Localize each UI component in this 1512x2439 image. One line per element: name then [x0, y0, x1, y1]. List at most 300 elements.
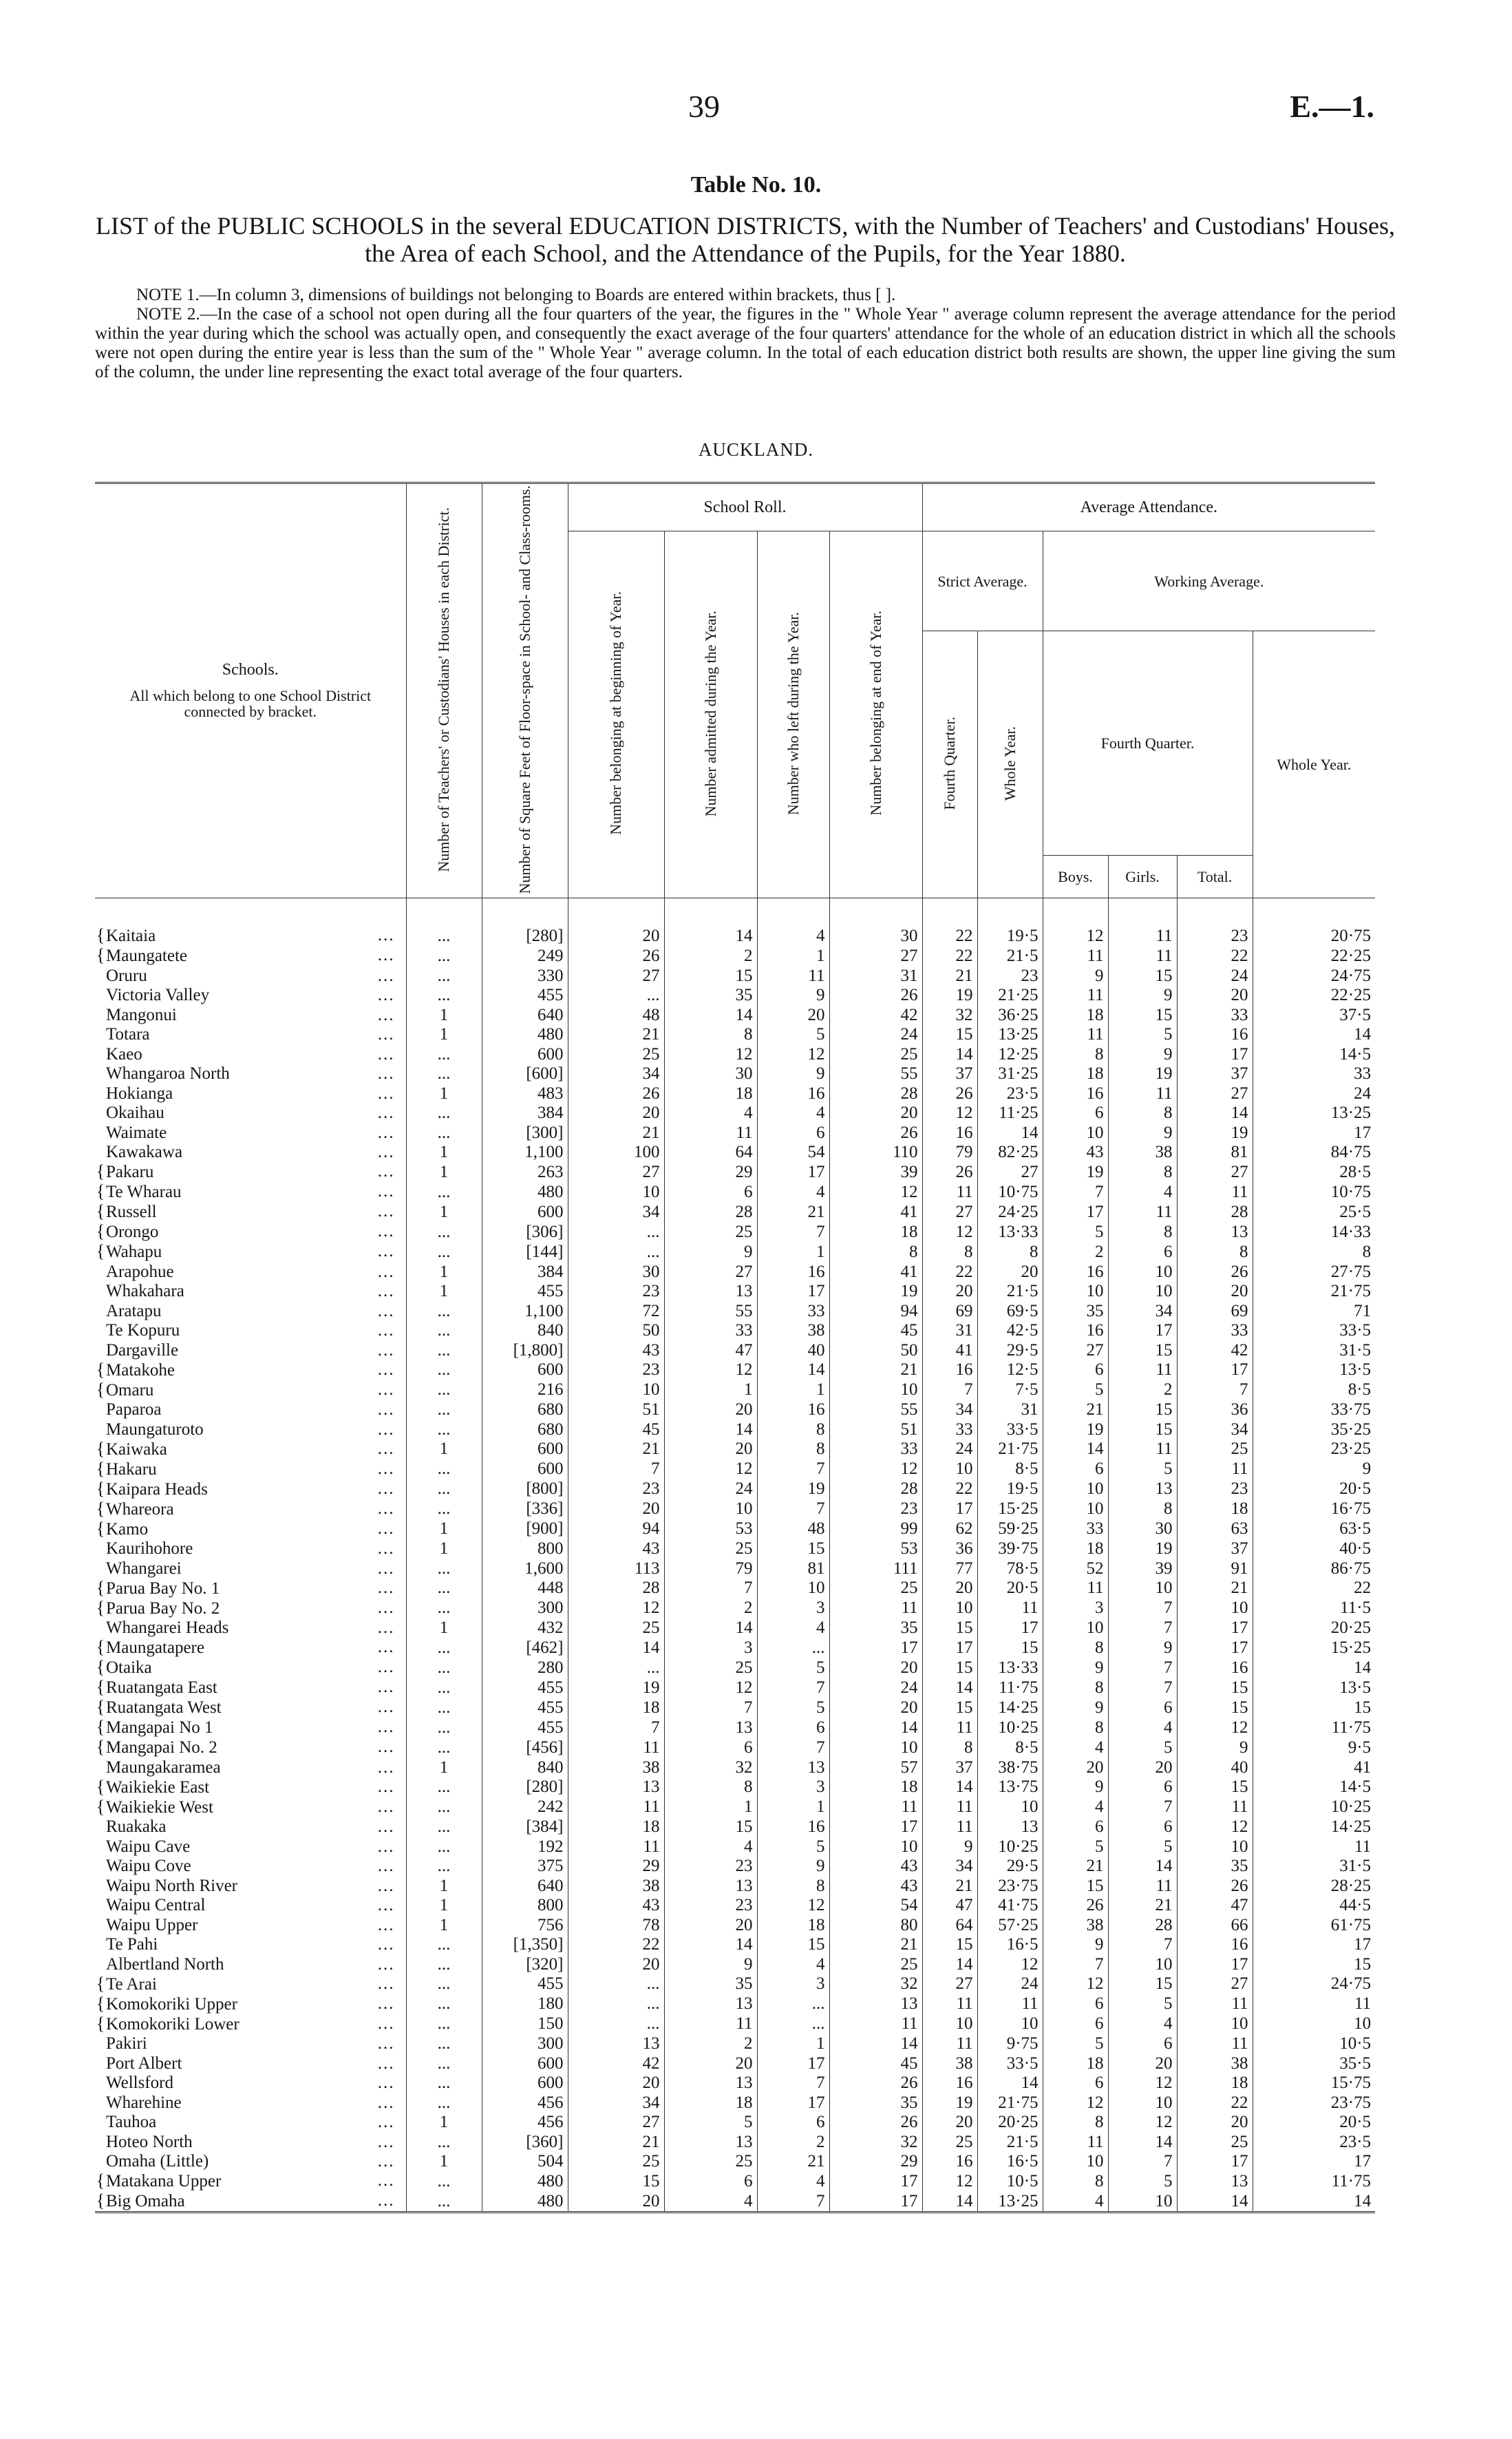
girls-cell: 12: [1108, 2073, 1177, 2093]
leader-dots: ...: [377, 1400, 395, 1419]
left-cell: 16: [757, 1084, 829, 1104]
table-row: [95, 1282, 1375, 1302]
strict-whole-year-cell: 21·75: [977, 1439, 1043, 1459]
belonging-end-cell: 32: [829, 2132, 922, 2152]
district-bracket: {: [96, 1577, 105, 1598]
school-name-cell: [95, 1837, 406, 1857]
school-name-cell: [95, 1459, 406, 1479]
header-admitted: Number admitted during the Year.: [664, 531, 757, 898]
working-whole-year-cell: 15·25: [1253, 1638, 1375, 1658]
houses-cell: ...: [406, 2132, 482, 2152]
school-name-cell: [95, 1242, 406, 1262]
area-cell: 384: [482, 1262, 568, 1282]
belonging-end-cell: 11: [829, 1797, 922, 1817]
left-cell: 9: [757, 1857, 829, 1877]
school-name-cell: [95, 1678, 406, 1698]
school-name: Waikiekie East: [106, 1777, 210, 1797]
school-name: Kaurihohore: [106, 1539, 193, 1559]
strict-fourth-quarter-cell: 22: [922, 1262, 977, 1282]
boys-cell: 21: [1043, 1857, 1108, 1877]
strict-whole-year-cell: 10·75: [977, 1182, 1043, 1202]
school-name-cell: [95, 1777, 406, 1797]
left-cell: ...: [757, 2014, 829, 2034]
header-belonging-begin: Number belonging at beginning of Year.: [568, 531, 664, 898]
admitted-cell: 13: [664, 1876, 757, 1896]
area-cell: 456: [482, 2113, 568, 2133]
admitted-cell: 14: [664, 1618, 757, 1638]
belonging-begin-cell: 45: [568, 1419, 664, 1439]
belonging-end-cell: 32: [829, 1974, 922, 1994]
belonging-end-cell: 17: [829, 2191, 922, 2213]
strict-whole-year-cell: 11: [977, 1994, 1043, 2014]
strict-fourth-quarter-cell: 47: [922, 1896, 977, 1916]
notes: [95, 286, 1396, 382]
school-name-cell: [95, 946, 406, 966]
girls-cell: 11: [1108, 1876, 1177, 1896]
school-name: Ruatangata East: [106, 1678, 217, 1698]
strict-whole-year-cell: 12·5: [977, 1360, 1043, 1380]
school-name: Te Kopuru: [106, 1321, 180, 1340]
strict-fourth-quarter-cell: 21: [922, 966, 977, 986]
total-cell: 33: [1177, 1321, 1253, 1341]
total-cell: 17: [1177, 1618, 1253, 1638]
admitted-cell: 3: [664, 1638, 757, 1658]
area-cell: 455: [482, 1974, 568, 1994]
header-working-whole-year: Whole Year.: [1253, 631, 1375, 898]
boys-cell: 10: [1043, 1282, 1108, 1302]
school-name-cell: [95, 1321, 406, 1341]
school-name-cell: [95, 1994, 406, 2014]
left-cell: 14: [757, 1360, 829, 1380]
strict-fourth-quarter-cell: 19: [922, 2093, 977, 2113]
admitted-cell: 35: [664, 1974, 757, 1994]
district-bracket: {: [96, 1597, 105, 1618]
strict-whole-year-cell: 14: [977, 1123, 1043, 1143]
belonging-begin-cell: 12: [568, 1598, 664, 1618]
boys-cell: 5: [1043, 1837, 1108, 1857]
houses-cell: ...: [406, 2014, 482, 2034]
strict-whole-year-cell: 13: [977, 1817, 1043, 1837]
belonging-begin-cell: 50: [568, 1321, 664, 1341]
header-school-roll: School Roll.: [568, 483, 922, 531]
district-bracket: {: [96, 1458, 105, 1479]
houses-cell: 1: [406, 1896, 482, 1916]
leader-dots: ...: [377, 1857, 395, 1876]
strict-whole-year-cell: 36·25: [977, 1005, 1043, 1025]
leader-dots: ...: [377, 1459, 395, 1478]
working-whole-year-cell: 17: [1253, 2152, 1375, 2172]
table-row: [95, 1301, 1375, 1321]
area-cell: 640: [482, 1005, 568, 1025]
leader-dots: ...: [377, 1994, 395, 2013]
area-cell: 600: [482, 1439, 568, 1459]
leader-dots: ...: [377, 1005, 395, 1024]
belonging-end-cell: 10: [829, 1380, 922, 1400]
left-cell: 4: [757, 1954, 829, 1974]
area-cell: 800: [482, 1539, 568, 1559]
total-cell: 11: [1177, 1797, 1253, 1817]
area-cell: 504: [482, 2152, 568, 2172]
strict-whole-year-cell: 16·5: [977, 1935, 1043, 1955]
belonging-begin-cell: 30: [568, 1262, 664, 1282]
school-name-cell: [95, 1182, 406, 1202]
area-cell: 455: [482, 1678, 568, 1698]
girls-cell: 15: [1108, 1419, 1177, 1439]
strict-whole-year-cell: 41·75: [977, 1896, 1043, 1916]
belonging-end-cell: 13: [829, 1994, 922, 2014]
admitted-cell: 12: [664, 1360, 757, 1380]
boys-cell: 6: [1043, 1360, 1108, 1380]
admitted-cell: 6: [664, 2171, 757, 2191]
belonging-begin-cell: 20: [568, 2191, 664, 2213]
school-name-cell: [95, 1954, 406, 1974]
strict-whole-year-cell: 15·25: [977, 1499, 1043, 1519]
total-cell: 81: [1177, 1143, 1253, 1163]
table-row: [95, 1340, 1375, 1360]
houses-cell: ...: [406, 1242, 482, 1262]
working-whole-year-cell: 40·5: [1253, 1539, 1375, 1559]
area-cell: 640: [482, 1876, 568, 1896]
working-whole-year-cell: 27·75: [1253, 1262, 1375, 1282]
girls-cell: 20: [1108, 2053, 1177, 2073]
girls-cell: 7: [1108, 1678, 1177, 1698]
strict-fourth-quarter-cell: 19: [922, 986, 977, 1006]
left-cell: 1: [757, 1380, 829, 1400]
school-name: Whareora: [106, 1499, 174, 1519]
strict-whole-year-cell: 12: [977, 1954, 1043, 1974]
boys-cell: 5: [1043, 2034, 1108, 2054]
belonging-end-cell: 43: [829, 1876, 922, 1896]
girls-cell: 9: [1108, 1044, 1177, 1064]
boys-cell: 19: [1043, 1162, 1108, 1182]
houses-cell: ...: [406, 1479, 482, 1499]
left-cell: 12: [757, 1896, 829, 1916]
area-cell: [600]: [482, 1064, 568, 1084]
school-name: Otaika: [106, 1658, 152, 1678]
left-cell: 3: [757, 1777, 829, 1797]
belonging-begin-cell: 43: [568, 1340, 664, 1360]
total-cell: 47: [1177, 1896, 1253, 1916]
houses-cell: 1: [406, 1025, 482, 1045]
strict-whole-year-cell: 7·5: [977, 1380, 1043, 1400]
strict-whole-year-cell: 16·5: [977, 2152, 1043, 2172]
belonging-end-cell: 14: [829, 2034, 922, 2054]
leader-dots: ...: [377, 1718, 395, 1737]
girls-cell: 6: [1108, 1242, 1177, 1262]
leader-dots: ...: [377, 1876, 395, 1895]
admitted-cell: 13: [664, 2132, 757, 2152]
district-bracket: {: [96, 1776, 105, 1797]
houses-cell: 1: [406, 1282, 482, 1302]
girls-cell: 38: [1108, 1143, 1177, 1163]
strict-fourth-quarter-cell: 14: [922, 2191, 977, 2213]
header-working-average: Working Average.: [1043, 531, 1375, 631]
school-name-cell: [95, 1974, 406, 1994]
school-name: Omaha (Little): [106, 2152, 209, 2171]
strict-whole-year-cell: 10: [977, 2014, 1043, 2034]
admitted-cell: 20: [664, 1439, 757, 1459]
strict-whole-year-cell: 27: [977, 1162, 1043, 1182]
strict-whole-year-cell: 23·5: [977, 1084, 1043, 1104]
leader-dots: ...: [377, 2073, 395, 2093]
belonging-end-cell: 23: [829, 1499, 922, 1519]
school-name-cell: [95, 1698, 406, 1718]
district-bracket: {: [96, 1221, 105, 1242]
school-name-cell: [95, 2171, 406, 2191]
table-row: [95, 1499, 1375, 1519]
boys-cell: 10: [1043, 1618, 1108, 1638]
school-name: Parua Bay No. 1: [106, 1579, 220, 1598]
belonging-end-cell: 11: [829, 2014, 922, 2034]
school-name-cell: [95, 1282, 406, 1302]
belonging-end-cell: 53: [829, 1539, 922, 1559]
area-cell: 600: [482, 2053, 568, 2073]
admitted-cell: 8: [664, 1777, 757, 1797]
admitted-cell: 18: [664, 1084, 757, 1104]
area-cell: [306]: [482, 1222, 568, 1242]
school-name: Maungakaramea: [106, 1757, 221, 1777]
belonging-begin-cell: 20: [568, 926, 664, 946]
working-whole-year-cell: 24·75: [1253, 966, 1375, 986]
working-whole-year-cell: 10·25: [1253, 1797, 1375, 1817]
school-name-cell: [95, 1857, 406, 1877]
school-name: Waikiekie West: [106, 1797, 213, 1817]
leader-dots: ...: [377, 1301, 395, 1320]
belonging-begin-cell: 21: [568, 1025, 664, 1045]
strict-fourth-quarter-cell: 17: [922, 1638, 977, 1658]
school-name: Hakaru: [106, 1459, 157, 1479]
boys-cell: 10: [1043, 2152, 1108, 2172]
boys-cell: 10: [1043, 1499, 1108, 1519]
left-cell: 5: [757, 1025, 829, 1045]
admitted-cell: 13: [664, 1282, 757, 1302]
school-name-cell: [95, 1638, 406, 1658]
belonging-end-cell: 10: [829, 1837, 922, 1857]
strict-whole-year-cell: 13·25: [977, 1025, 1043, 1045]
strict-whole-year-cell: 20: [977, 1262, 1043, 1282]
left-cell: 5: [757, 1658, 829, 1678]
strict-whole-year-cell: 20·5: [977, 1579, 1043, 1598]
school-name: Waipu Cove: [106, 1857, 191, 1876]
houses-cell: ...: [406, 1104, 482, 1123]
boys-cell: 8: [1043, 2171, 1108, 2191]
girls-cell: 8: [1108, 1104, 1177, 1123]
belonging-begin-cell: 20: [568, 1104, 664, 1123]
total-cell: 27: [1177, 1974, 1253, 1994]
boys-cell: 4: [1043, 1738, 1108, 1757]
district-bracket: {: [96, 1359, 105, 1380]
leader-dots: ...: [377, 1340, 395, 1360]
strict-fourth-quarter-cell: 20: [922, 2113, 977, 2133]
left-cell: 4: [757, 1104, 829, 1123]
left-cell: 12: [757, 1044, 829, 1064]
strict-fourth-quarter-cell: 11: [922, 1797, 977, 1817]
school-name-cell: [95, 1143, 406, 1163]
table-row: [95, 2053, 1375, 2073]
strict-fourth-quarter-cell: 7: [922, 1380, 977, 1400]
admitted-cell: 6: [664, 1738, 757, 1757]
working-whole-year-cell: 71: [1253, 1301, 1375, 1321]
strict-whole-year-cell: 31: [977, 1400, 1043, 1420]
strict-fourth-quarter-cell: 31: [922, 1321, 977, 1341]
girls-cell: 9: [1108, 986, 1177, 1006]
boys-cell: 7: [1043, 1954, 1108, 1974]
total-cell: 17: [1177, 1638, 1253, 1658]
working-whole-year-cell: 22·25: [1253, 946, 1375, 966]
belonging-begin-cell: 94: [568, 1519, 664, 1539]
admitted-cell: 1: [664, 1380, 757, 1400]
area-cell: 600: [482, 1459, 568, 1479]
table-row: [95, 1064, 1375, 1084]
school-name: Maungaturoto: [106, 1419, 204, 1439]
total-cell: 21: [1177, 1579, 1253, 1598]
admitted-cell: 30: [664, 1064, 757, 1084]
total-cell: 37: [1177, 1064, 1253, 1084]
leader-dots: ...: [377, 1797, 395, 1816]
admitted-cell: 25: [664, 1222, 757, 1242]
table-row: [95, 1579, 1375, 1598]
left-cell: 10: [757, 1579, 829, 1598]
area-cell: 150: [482, 2014, 568, 2034]
school-name: Maungatapere: [106, 1638, 204, 1658]
area-cell: [456]: [482, 1738, 568, 1757]
belonging-end-cell: 14: [829, 1718, 922, 1738]
admitted-cell: 11: [664, 1123, 757, 1143]
working-whole-year-cell: 21·75: [1253, 1282, 1375, 1302]
boys-cell: 2: [1043, 1242, 1108, 1262]
district-bracket: {: [96, 1637, 105, 1658]
girls-cell: 21: [1108, 1896, 1177, 1916]
admitted-cell: 23: [664, 1857, 757, 1877]
admitted-cell: 23: [664, 1896, 757, 1916]
belonging-begin-cell: 21: [568, 1439, 664, 1459]
boys-cell: 8: [1043, 2113, 1108, 2133]
school-name: Whangarei Heads: [106, 1618, 229, 1638]
boys-cell: 8: [1043, 1678, 1108, 1698]
girls-cell: 5: [1108, 1025, 1177, 1045]
area-cell: 455: [482, 1698, 568, 1718]
left-cell: 4: [757, 1182, 829, 1202]
admitted-cell: 20: [664, 1915, 757, 1935]
admitted-cell: 47: [664, 1340, 757, 1360]
working-whole-year-cell: 13·25: [1253, 1104, 1375, 1123]
table-row: [95, 2132, 1375, 2152]
houses-cell: ...: [406, 1994, 482, 2014]
strict-fourth-quarter-cell: 25: [922, 2132, 977, 2152]
working-whole-year-cell: 28·5: [1253, 1162, 1375, 1182]
admitted-cell: 25: [664, 1539, 757, 1559]
total-cell: 15: [1177, 1777, 1253, 1797]
belonging-end-cell: 41: [829, 1202, 922, 1222]
strict-fourth-quarter-cell: 15: [922, 1698, 977, 1718]
header-boys: Boys.: [1043, 855, 1108, 898]
school-name: Te Arai: [106, 1974, 157, 1994]
working-whole-year-cell: 24: [1253, 1084, 1375, 1104]
belonging-end-cell: 18: [829, 1222, 922, 1242]
boys-cell: 15: [1043, 1876, 1108, 1896]
table-row: [95, 1559, 1375, 1579]
girls-cell: 5: [1108, 1459, 1177, 1479]
total-cell: 24: [1177, 966, 1253, 986]
strict-fourth-quarter-cell: 11: [922, 1718, 977, 1738]
working-whole-year-cell: 33·5: [1253, 1321, 1375, 1341]
houses-cell: ...: [406, 1222, 482, 1242]
strict-fourth-quarter-cell: 16: [922, 1360, 977, 1380]
total-cell: 17: [1177, 1954, 1253, 1974]
boys-cell: 33: [1043, 1519, 1108, 1539]
girls-cell: 15: [1108, 1400, 1177, 1420]
total-cell: 13: [1177, 1222, 1253, 1242]
strict-fourth-quarter-cell: 8: [922, 1242, 977, 1262]
left-cell: 17: [757, 2093, 829, 2113]
area-cell: [900]: [482, 1519, 568, 1539]
leader-dots: ...: [377, 1837, 395, 1856]
strict-fourth-quarter-cell: 33: [922, 1419, 977, 1439]
belonging-begin-cell: ...: [568, 986, 664, 1006]
belonging-begin-cell: 21: [568, 1123, 664, 1143]
table-row: [95, 1777, 1375, 1797]
strict-fourth-quarter-cell: 32: [922, 1005, 977, 1025]
belonging-begin-cell: 23: [568, 1360, 664, 1380]
admitted-cell: 64: [664, 1143, 757, 1163]
left-cell: 7: [757, 1459, 829, 1479]
area-cell: [1,800]: [482, 1340, 568, 1360]
strict-whole-year-cell: 17: [977, 1618, 1043, 1638]
strict-fourth-quarter-cell: 10: [922, 1598, 977, 1618]
houses-cell: ...: [406, 1559, 482, 1579]
table-row: [95, 1202, 1375, 1222]
houses-cell: ...: [406, 1380, 482, 1400]
belonging-begin-cell: 34: [568, 2093, 664, 2113]
total-cell: 18: [1177, 1499, 1253, 1519]
leader-dots: ...: [377, 1084, 395, 1103]
belonging-end-cell: 18: [829, 1777, 922, 1797]
leader-dots: ...: [377, 1262, 395, 1281]
strict-fourth-quarter-cell: 69: [922, 1301, 977, 1321]
table-row: [95, 1618, 1375, 1638]
girls-cell: 10: [1108, 1579, 1177, 1598]
area-cell: [336]: [482, 1499, 568, 1519]
strict-fourth-quarter-cell: 10: [922, 2014, 977, 2034]
belonging-begin-cell: 26: [568, 1084, 664, 1104]
area-cell: [384]: [482, 1817, 568, 1837]
school-name-cell: [95, 2014, 406, 2034]
belonging-end-cell: 26: [829, 1123, 922, 1143]
admitted-cell: 14: [664, 1005, 757, 1025]
area-cell: 249: [482, 946, 568, 966]
girls-cell: 6: [1108, 1777, 1177, 1797]
admitted-cell: 8: [664, 1025, 757, 1045]
left-cell: 6: [757, 1123, 829, 1143]
leader-dots: ...: [377, 966, 395, 985]
total-cell: 42: [1177, 1340, 1253, 1360]
strict-fourth-quarter-cell: 11: [922, 1994, 977, 2014]
belonging-begin-cell: 27: [568, 966, 664, 986]
strict-fourth-quarter-cell: 9: [922, 1837, 977, 1857]
girls-cell: 4: [1108, 1718, 1177, 1738]
working-whole-year-cell: 22: [1253, 1579, 1375, 1598]
school-name-cell: [95, 2132, 406, 2152]
houses-cell: 1: [406, 1143, 482, 1163]
belonging-begin-cell: 25: [568, 1618, 664, 1638]
girls-cell: 15: [1108, 1005, 1177, 1025]
school-name-cell: [95, 2191, 406, 2213]
houses-cell: ...: [406, 2053, 482, 2073]
area-cell: 800: [482, 1896, 568, 1916]
houses-cell: ...: [406, 966, 482, 986]
houses-cell: 1: [406, 1005, 482, 1025]
document-code: E.—1.: [1290, 89, 1374, 124]
